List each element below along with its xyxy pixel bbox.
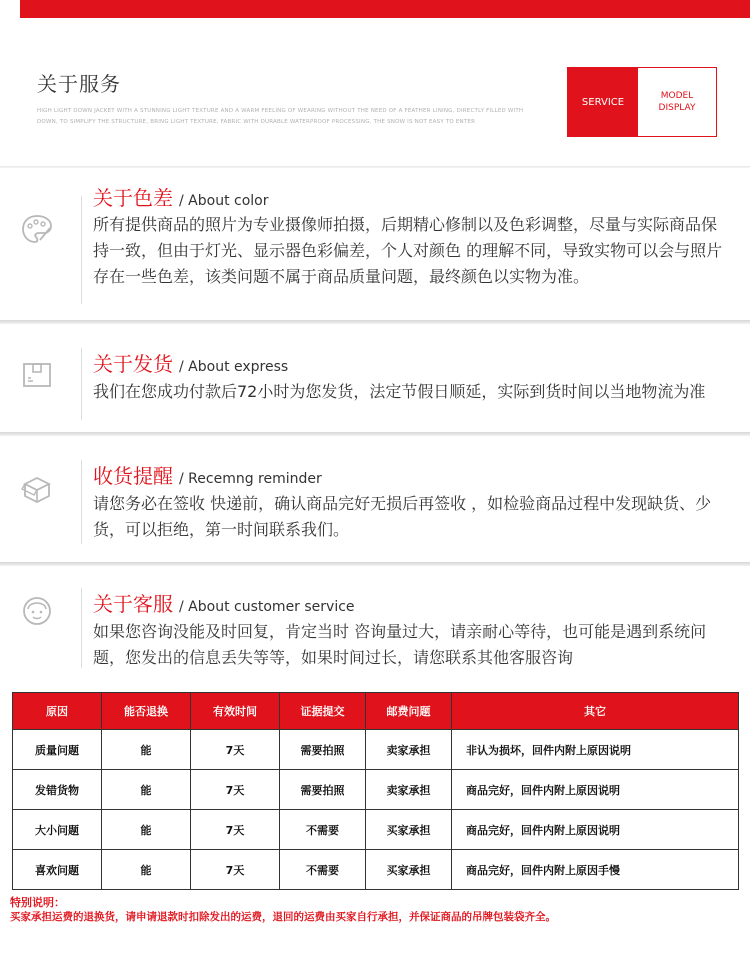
cell-evidence: 不需要 (280, 850, 366, 890)
cell-shipping: 卖家承担 (366, 770, 452, 810)
cell-other: 商品完好，回件内附上原因说明 (452, 770, 739, 810)
column-header-valid-time: 有效时间 (191, 693, 280, 730)
service-tag (567, 67, 717, 137)
cell-valid-time: 7天 (191, 810, 280, 850)
cell-returnable: 能 (102, 850, 191, 890)
top-accent-bar (0, 0, 750, 18)
section-body: 我们在您成功付款后72小时为您发货，法定节假日顺延，实际到货时间以当地物流为准 (93, 382, 706, 401)
cell-returnable: 能 (102, 730, 191, 770)
table-row (13, 810, 739, 850)
cell-reason: 质量问题 (13, 730, 102, 770)
cell-evidence: 不需要 (280, 810, 366, 850)
cell-returnable: 能 (102, 770, 191, 810)
package-icon (20, 358, 54, 392)
section-title-en: / Recemng reminder (179, 471, 322, 487)
open-box-icon (20, 472, 54, 506)
page-title: 关于服务 (37, 72, 121, 96)
section-title (93, 460, 322, 489)
cell-evidence: 需要拍照 (280, 730, 366, 770)
cell-other: 商品完好，回件内附上原因说明 (452, 810, 739, 850)
table-row (13, 850, 739, 890)
cell-evidence: 需要拍照 (280, 770, 366, 810)
cell-shipping: 卖家承担 (366, 730, 452, 770)
cell-valid-time: 7天 (191, 730, 280, 770)
column-header-returnable: 能否退换 (102, 693, 191, 730)
service-header (0, 30, 750, 168)
customer-service-icon (20, 594, 54, 628)
special-note-label: 特别说明： (10, 896, 65, 909)
palette-icon (20, 212, 54, 246)
cell-valid-time: 7天 (191, 770, 280, 810)
column-header-shipping: 邮费问题 (366, 693, 452, 730)
cell-reason: 发错货物 (13, 770, 102, 810)
cell-reason: 喜欢问题 (13, 850, 102, 890)
section-title (93, 588, 355, 617)
return-policy-table (12, 692, 739, 890)
model-display-label (638, 68, 716, 136)
section-title-cn: 收货提醒 (93, 464, 173, 488)
section-divider-line (81, 196, 82, 304)
model-display-line2: DISPLAY (658, 103, 696, 113)
section-divider-line (81, 460, 82, 544)
cell-other: 商品完好，回件内附上原因手慢 (452, 850, 739, 890)
section-reminder (0, 436, 750, 566)
table-header-row (13, 693, 739, 730)
section-express (0, 324, 750, 436)
table-row (13, 730, 739, 770)
column-header-other: 其它 (452, 693, 739, 730)
cell-other: 非认为损坏，回件内附上原因说明 (452, 730, 739, 770)
column-header-evidence: 证据提交 (280, 693, 366, 730)
top-bar-gap (0, 0, 20, 18)
section-divider-line (81, 348, 82, 420)
section-customer-service (0, 566, 750, 684)
section-body: 所有提供商品的照片为专业摄像师拍摄，后期精心修制以及色彩调整，尽量与实际商品保持一致，但由于灯光、显示器色彩偏差，个人对颜色 的理解不同，导致实物可以会与照片存在一些色差，该类问题不属于商品质量问题，最终颜色以实物为准。 (93, 215, 723, 286)
cell-returnable: 能 (102, 810, 191, 850)
section-color (0, 168, 750, 324)
section-title-cn: 关于发货 (93, 352, 173, 376)
special-note-text: 买家承担运费的退换货，请申请退款时扣除发出的运费，退回的运费由买家自行承担，并保证商品的吊牌包装袋齐全。 (10, 911, 556, 923)
section-title-cn: 关于客服 (93, 592, 173, 616)
section-title-cn: 关于色差 (93, 186, 173, 210)
section-title (93, 348, 288, 377)
header-subtitle: HIGH LIGHT DOWN JACKET WITH A STUNNING LIGHT TEXTURE AND A WARM FEELING OF WEARING WITHOUT THE NEED OF A FEATHER LINING, DIRECTLY FILLED WITH DOWN, TO SIMPLIFY THE STRUCTURE, BRING LIGHT TEXTURE, FABRIC WITH DURABLE WATERPROOF PROCESSING, THE SNOW IS NOT EASY TO ENTER (37, 108, 524, 125)
section-body: 如果您咨询没能及时回复，肯定当时 咨询量过大，请亲耐心等待，也可能是遇到系统问题，您发出的信息丢失等等，如果时间过长，请您联系其他客服咨询 (93, 622, 707, 667)
cell-valid-time: 7天 (191, 850, 280, 890)
cell-shipping: 买家承担 (366, 850, 452, 890)
section-title (93, 182, 268, 211)
service-label: SERVICE (568, 68, 638, 136)
cell-shipping: 买家承担 (366, 810, 452, 850)
section-body: 请您务必在签收 快递前，确认商品完好无损后再签收 ，如检验商品过程中发现缺货、少货，可以拒绝，第一时间联系我们。 (93, 494, 712, 539)
table-row (13, 770, 739, 810)
section-title-en: / About customer service (179, 599, 355, 615)
model-display-line1: MODEL (660, 91, 694, 101)
section-title-en: / About color (179, 193, 269, 209)
section-divider-line (81, 588, 82, 668)
section-title-en: / About express (179, 359, 289, 375)
cell-reason: 大小问题 (13, 810, 102, 850)
column-header-reason: 原因 (13, 693, 102, 730)
